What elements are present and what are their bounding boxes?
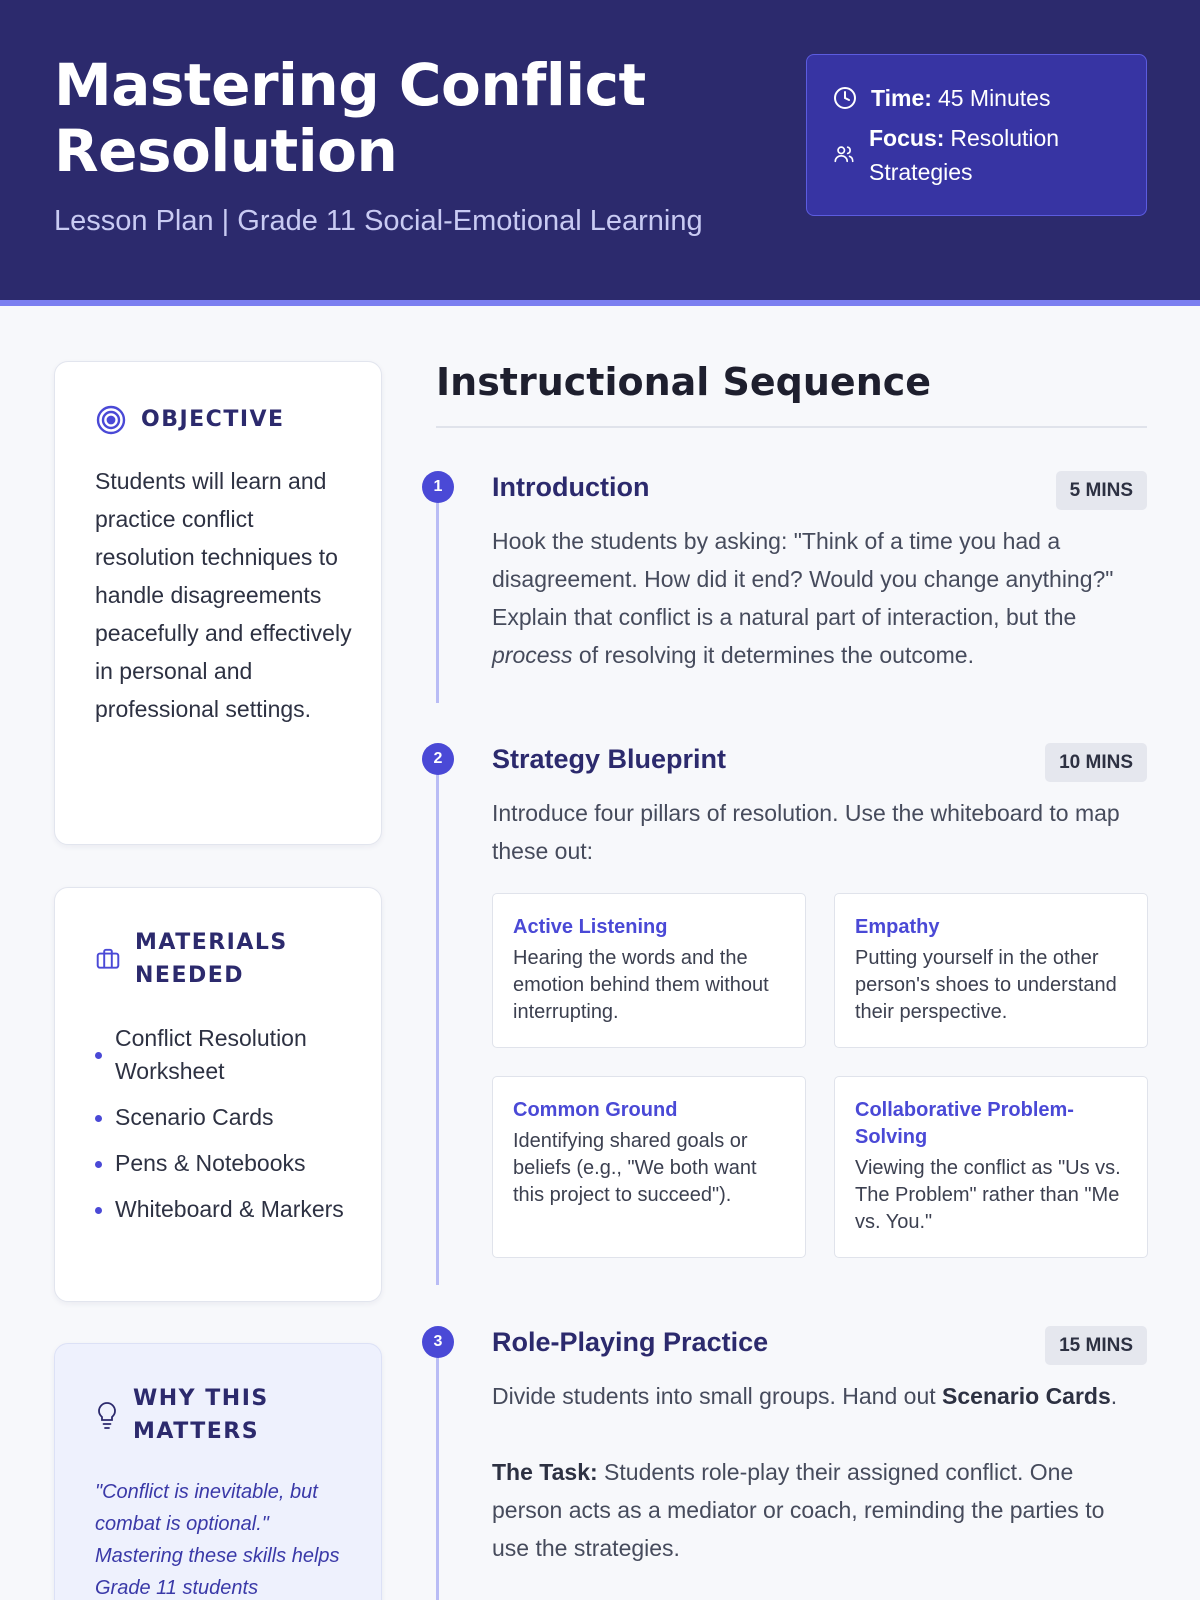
bold-text: Scenario Cards — [942, 1383, 1111, 1409]
pillar-card — [834, 1076, 1148, 1258]
section-divider — [436, 426, 1147, 428]
lesson-header — [0, 0, 1200, 306]
timeline-line — [436, 1341, 439, 1600]
materials-title: MATERIALS NEEDED — [135, 930, 288, 988]
pillar-description: Hearing the words and the emotion behind them without interrupting. — [513, 947, 769, 1023]
pillar-description: Putting yourself in the other person's shoes to understand their perspective. — [855, 947, 1117, 1023]
pillar-card — [492, 1076, 806, 1258]
lesson-meta-box — [806, 54, 1147, 216]
time-value: 45 Minutes — [937, 85, 1051, 111]
duration-badge: 5 MINS — [1056, 471, 1147, 510]
list-item: Conflict Resolution Worksheet — [93, 1022, 353, 1088]
clock-icon — [833, 86, 857, 110]
list-item: Scenario Cards — [93, 1101, 353, 1134]
pillar-name: Active Listening — [513, 916, 668, 938]
section-title: Instructional Sequence — [436, 360, 932, 404]
why-heading — [95, 1382, 355, 1448]
step-number: 3 — [422, 1326, 454, 1358]
step-description: Divide students into small groups. Hand out Scenario Cards. — [492, 1383, 1118, 1409]
focus-value: Resolution Strategies — [869, 125, 1060, 185]
materials-list — [93, 1022, 353, 1239]
pillar-card — [492, 893, 806, 1048]
step-number: 2 — [422, 743, 454, 775]
briefcase-icon — [95, 946, 121, 972]
time-label: Time: — [871, 85, 932, 111]
pillar-description: Viewing the conflict as "Us vs. The Problem" rather than "Me vs. You." — [855, 1157, 1121, 1233]
pillar-name: Empathy — [855, 916, 940, 938]
step-title: Introduction — [492, 472, 650, 502]
pillar-name: Common Ground — [513, 1099, 678, 1121]
target-icon — [95, 404, 127, 436]
materials-heading — [95, 926, 355, 992]
objective-title: OBJECTIVE — [141, 407, 285, 432]
duration-badge: 15 MINS — [1045, 1326, 1147, 1365]
pillar-name: Collaborative Problem-Solving — [855, 1099, 1074, 1148]
objective-text: Students will learn and practice conflict resolution techniques to handle disagreements peacefully and effectively in personal and professional settings. — [95, 468, 352, 722]
why-quote: "Conflict is inevitable, but combat is optional." Mastering these skills helps Grade 11 students — [95, 1481, 340, 1599]
step-description: Introduce four pillars of resolution. Use the whiteboard to map these out: — [492, 800, 1120, 864]
materials-card — [54, 887, 382, 1302]
list-item: Whiteboard & Markers — [93, 1193, 353, 1226]
step-number: 1 — [422, 471, 454, 503]
objective-card — [54, 361, 382, 845]
page-subtitle: Lesson Plan | Grade 11 Social-Emotional Learning — [54, 205, 703, 237]
task-label: The Task: — [492, 1459, 598, 1485]
focus-meta — [833, 121, 1133, 189]
emphasis-text: process — [492, 642, 573, 668]
step-description: Hook the students by asking: "Think of a time you had a disagreement. How did it end? Would you change anything?" Explain that conflict is a natural part of interaction, but the process of resolving it determines the outcome. — [492, 528, 1114, 668]
timeline-line — [436, 758, 439, 1285]
why-card — [54, 1343, 382, 1600]
why-title: WHY THIS MATTERS — [133, 1386, 269, 1444]
step-title: Strategy Blueprint — [492, 744, 727, 774]
page-title: Mastering Conflict Resolution — [54, 51, 646, 185]
timeline-line — [436, 486, 439, 703]
list-item: Pens & Notebooks — [93, 1147, 353, 1180]
focus-label: Focus: — [869, 125, 945, 151]
pillar-description: Identifying shared goals or beliefs (e.g., "We both want this project to succeed"). — [513, 1130, 757, 1206]
duration-badge: 10 MINS — [1045, 743, 1147, 782]
task-description: The Task: Students role-play their assigned conflict. One person acts as a mediator or coach, reminding the parties to use the strategies. — [492, 1459, 1105, 1561]
objective-heading — [95, 403, 285, 436]
time-meta — [833, 81, 1050, 115]
users-icon — [833, 143, 855, 165]
pillar-card — [834, 893, 1148, 1048]
lightbulb-icon — [95, 1400, 119, 1430]
step-title: Role-Playing Practice — [492, 1327, 769, 1357]
